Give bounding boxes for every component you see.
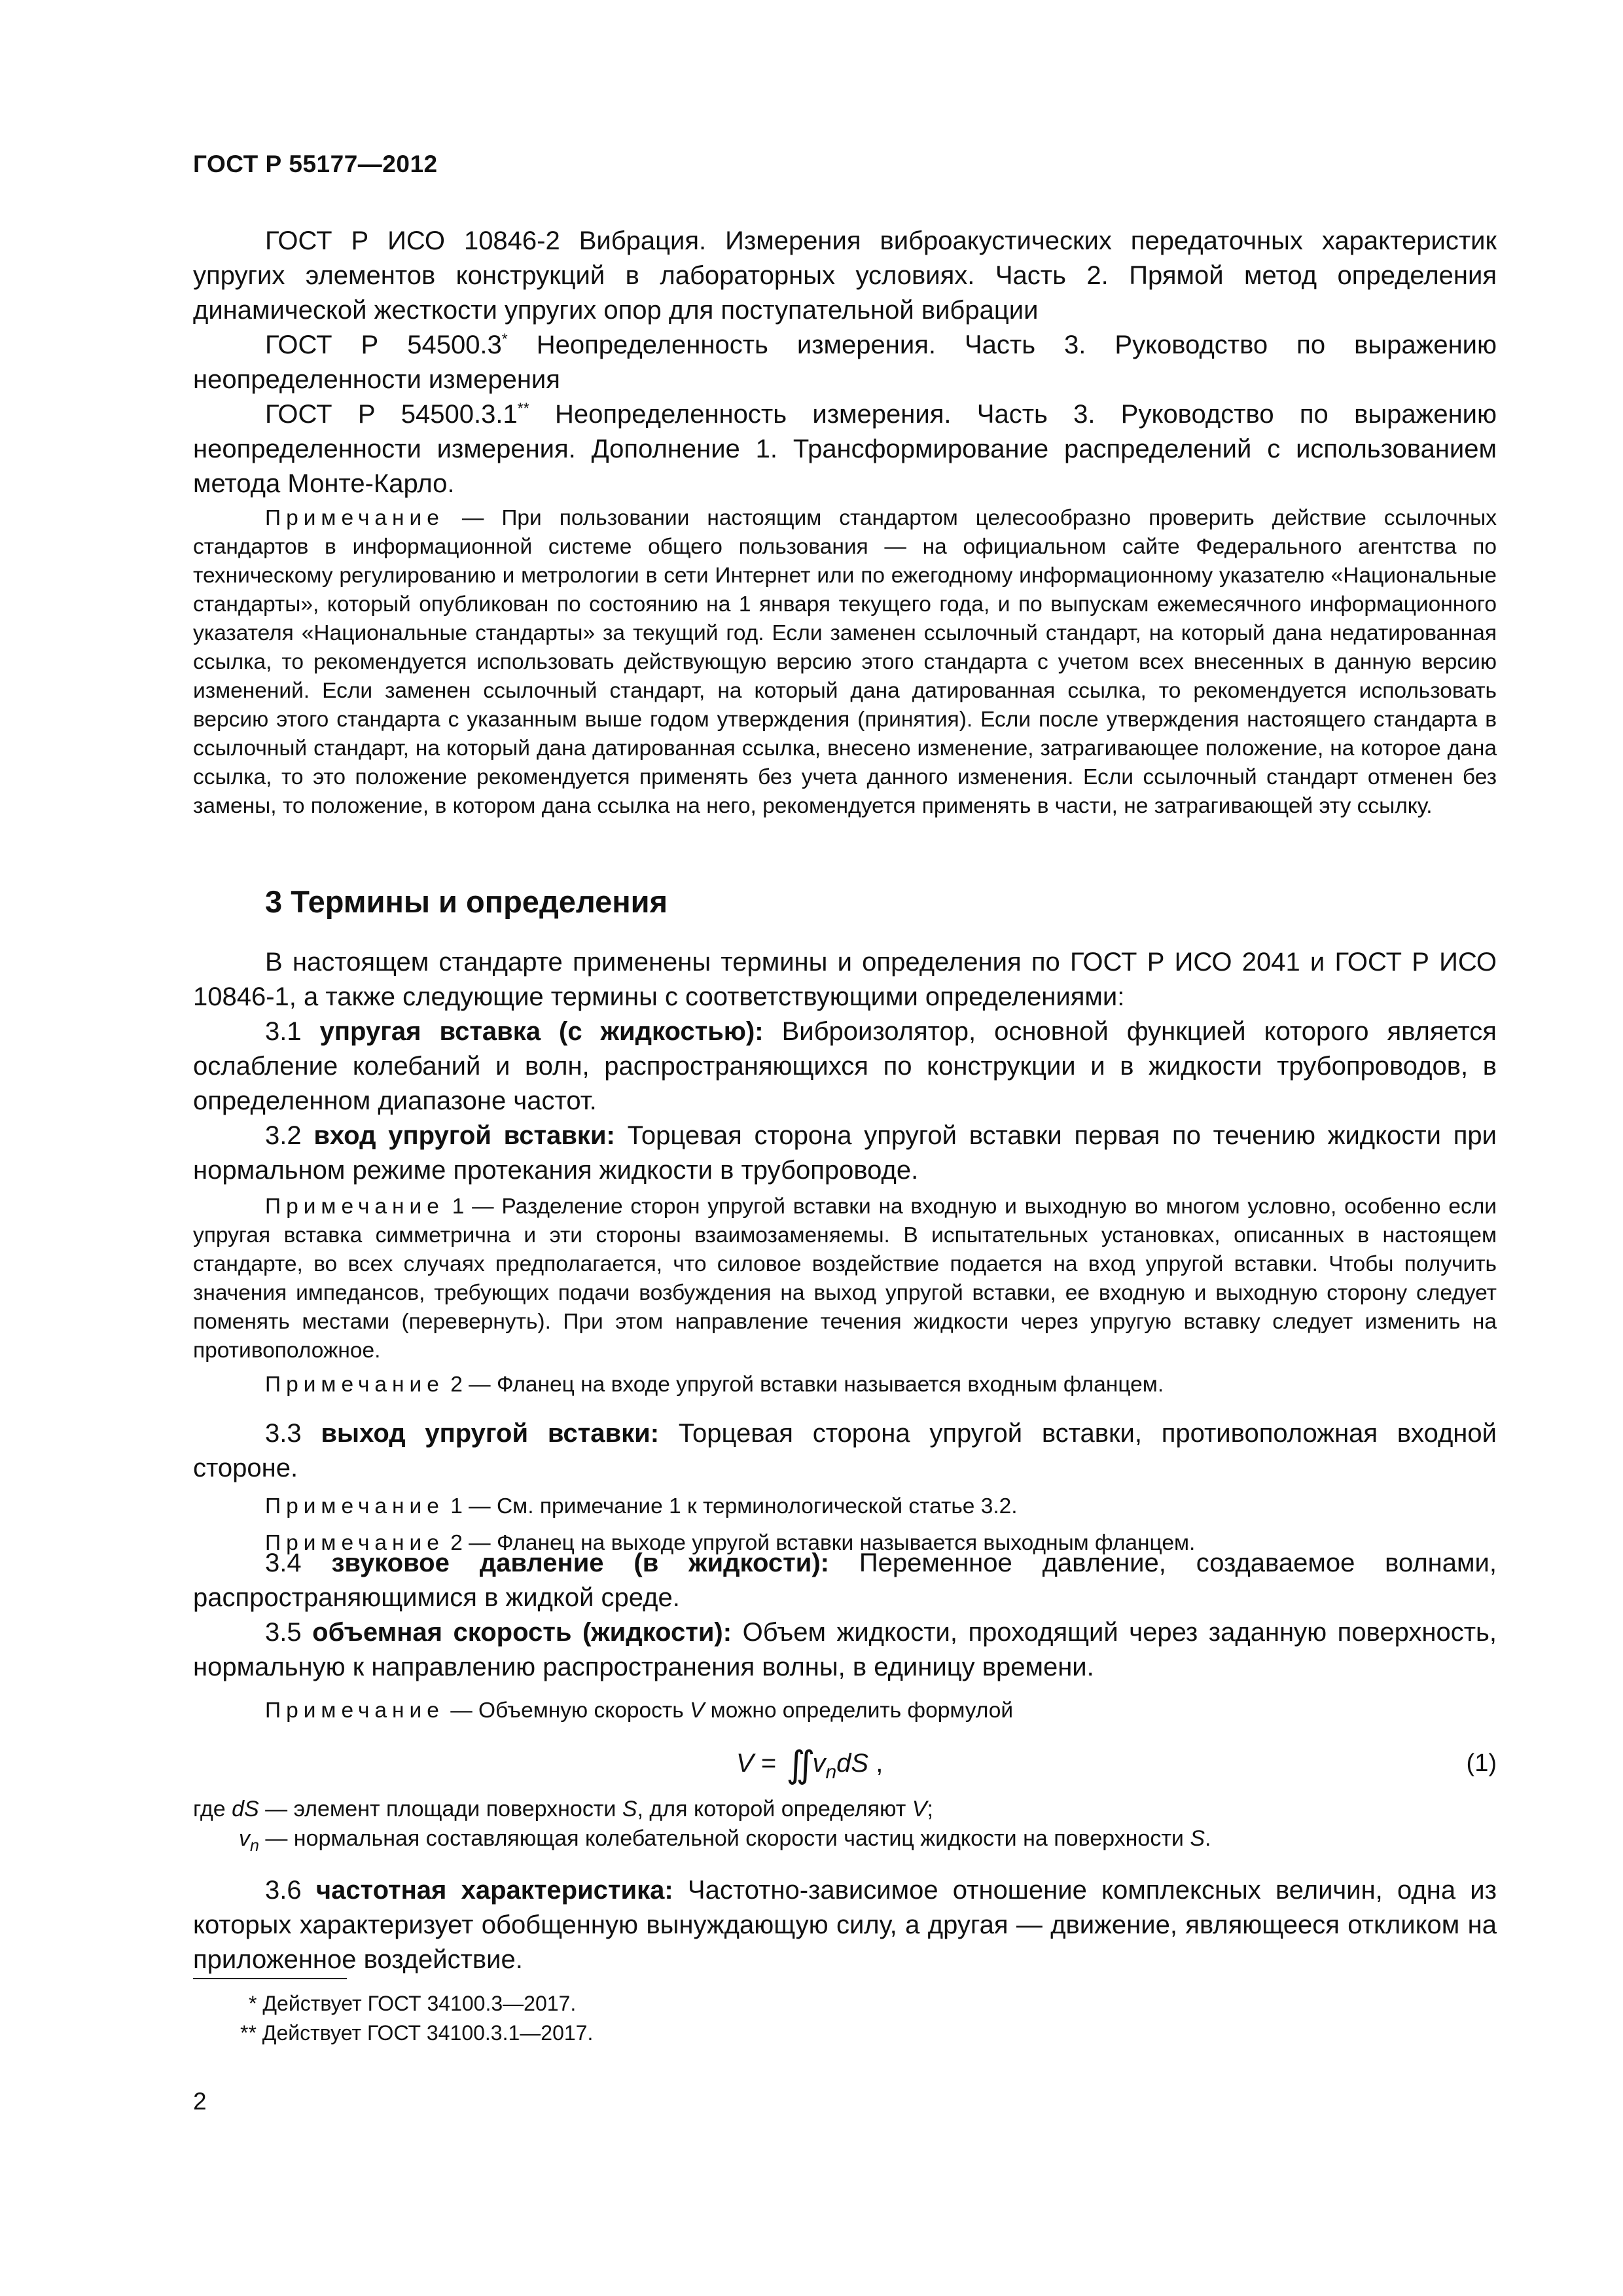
term-3-6-block [193, 1873, 1497, 1977]
note-label: Примечание [265, 506, 444, 530]
formula-number: (1) [1466, 1749, 1497, 1777]
term-name: объемная скорость (жидкости): [312, 1618, 732, 1647]
notes-3-2 [193, 1193, 1497, 1399]
term-entry: 3.2 вход упругой вставки: Торцевая сторона упругой вставки первая по течению жидкости при нормальном режиме протекания жидкости в трубопроводе. [193, 1121, 1497, 1185]
note-item: Примечание 2 — Фланец на выходе упругой вставки называется выходным фланцем. [265, 1531, 1196, 1555]
note-item: Примечание 1 — Разделение сторон упругой вставки на входную и выходную во многом условно, особенно если упругая вставка симметрична и эти стороны взаимозаменяемы. В испытательных установках, описанных в настоящем стандарте, во всех случаях предполагается, что силовое воздействие подается на вход упругой вставки. Чтобы получить значения импедансов, требующих подачи возбуждения на выход упругой вставки, ее входную и выходную сторону следует поменять местами (перевернуть). При этом направление течения жидкости через упругую вставку следует изменить на противоположное. [193, 1194, 1497, 1363]
term-name: выход упругой вставки: [321, 1419, 660, 1448]
reference-item: ГОСТ Р 54500.3* Неопределенность измерения. Часть 3. Руководство по выражению неопределенности измерения [193, 330, 1497, 394]
terms-block [193, 945, 1497, 1188]
footnote: ** Действует ГОСТ 34100.3.1—2017. [240, 2021, 594, 2045]
term-entry: 3.5 объемная скорость (жидкости): Объем жидкости, проходящий через заданную поверхность, нормальную к направлению распространения волны, в единицу времени. [193, 1618, 1497, 1681]
formula-1 [193, 1738, 1497, 1790]
section-intro: В настоящем стандарте применены термины и определения по ГОСТ Р ИСО 2041 и ГОСТ Р ИСО 10846-1, а также следующие термины с соответствующими определениями: [193, 948, 1497, 1011]
term-entry: 3.3 выход упругой вставки: Торцевая сторона упругой вставки, противоположная входной стороне. [193, 1419, 1497, 1482]
double-integral-symbol: ∬ [786, 1744, 804, 1785]
footnote-mark: * [501, 330, 508, 348]
term-name: звуковое давление (в жидкости): [331, 1549, 829, 1577]
term-entry: 3.6 частотная характеристика: Частотно-зависимое отношение комплексных величин, одна из которых характеризует обобщенную вынуждающую силу, а другая — движение, являющееся откликом на приложенное воздействие. [193, 1876, 1497, 1974]
footnote: * Действует ГОСТ 34100.3—2017. [249, 1992, 577, 2015]
formula-expression: V = ∬ $v_ndS$ , [736, 1744, 883, 1785]
note-item: Примечание 1 — См. примечание 1 к терминологической статье 3.2. [265, 1494, 1018, 1518]
terms-3-4-3-5 [193, 1546, 1497, 1725]
formula-legend [193, 1795, 1497, 1861]
term-entry: 3.1 упругая вставка (с жидкостью): Виброизолятор, основной функцией которого является ослабление колебаний и волн, распространяющихся по конструкции и в жидкости трубопроводов, в определенном диапазоне частот. [193, 1017, 1497, 1115]
term-name: частотная характеристика: [315, 1876, 673, 1905]
footnote-mark: ** [517, 399, 529, 417]
note-item: Примечание 2 — Фланец на входе упругой вставки называется входным фланцем. [265, 1372, 1164, 1397]
term-name: упругая вставка (с жидкостью): [319, 1017, 764, 1046]
note-item: Примечание — Объемную скорость V можно определить формулой [265, 1698, 1014, 1723]
section-title: 3 Термины и определения [265, 884, 668, 919]
term-entry: 3.4 звуковое давление (в жидкости): Переменное давление, создаваемое волнами, распространяющимися в жидкой среде. [193, 1549, 1497, 1612]
document-page [193, 0, 1497, 2296]
reference-item: ГОСТ Р ИСО 10846-2 Вибрация. Измерения виброакустических передаточных характеристик упругих элементов конструкций в лабораторных условиях. Часть 2. Прямой метод определения динамической жесткости упругих опор для поступательной вибрации [193, 226, 1497, 325]
references-block [193, 224, 1497, 501]
standard-header: ГОСТ Р 55177—2012 [193, 151, 438, 177]
term-3-3-block [193, 1416, 1497, 1558]
reference-note: Примечание — При пользовании настоящим стандартом целесообразно проверить действие ссылочных стандартов в информационной системе общего пользования — на официальном сайте Федерального агентства по техническому регулированию и метрологии в сети Интернет или по ежегодному информационному указателю «Национальные стандарты», который опубликован по состоянию на 1 января текущего года, и по выпускам ежемесячного информационного указателя «Национальные стандарты» за текущий год. Если заменен ссылочный стандарт, на который дана недатированная ссылка, то рекомендуется использовать действующую версию этого стандарта с учетом всех внесенных в данную версию изменений. Если заменен ссылочный стандарт, на который дана датированная ссылка, то рекомендуется использовать версию этого стандарта с указанным выше годом утверждения (принятия). Если после утверждения настоящего стандарта в ссылочный стандарт, на который дана датированная ссылка, внесено изменение, затрагивающее положение, на которое дана ссылка, то это положение рекомендуется применять без учета данного изменения. Если ссылочный стандарт отменен без замены, то положение, в котором дана ссылка на него, рекомендуется применять в части, не затрагивающей эту ссылку. [193, 506, 1497, 818]
footnote-divider [193, 1978, 347, 1979]
legend-line: где dS — элемент площади поверхности S, для которой определяют V; [193, 1797, 933, 1821]
term-name: вход упругой вставки: [313, 1121, 615, 1150]
page-number: 2 [193, 2088, 207, 2115]
legend-line: $v_n$ — нормальная составляющая колебательной скорости частиц жидкости на поверхности S. [239, 1826, 1211, 1855]
reference-item: ГОСТ Р 54500.3.1** Неопределенность измерения. Часть 3. Руководство по выражению неопределенности измерения. Дополнение 1. Трансформирование распределений с использованием метода Монте-Карло. [193, 399, 1497, 498]
